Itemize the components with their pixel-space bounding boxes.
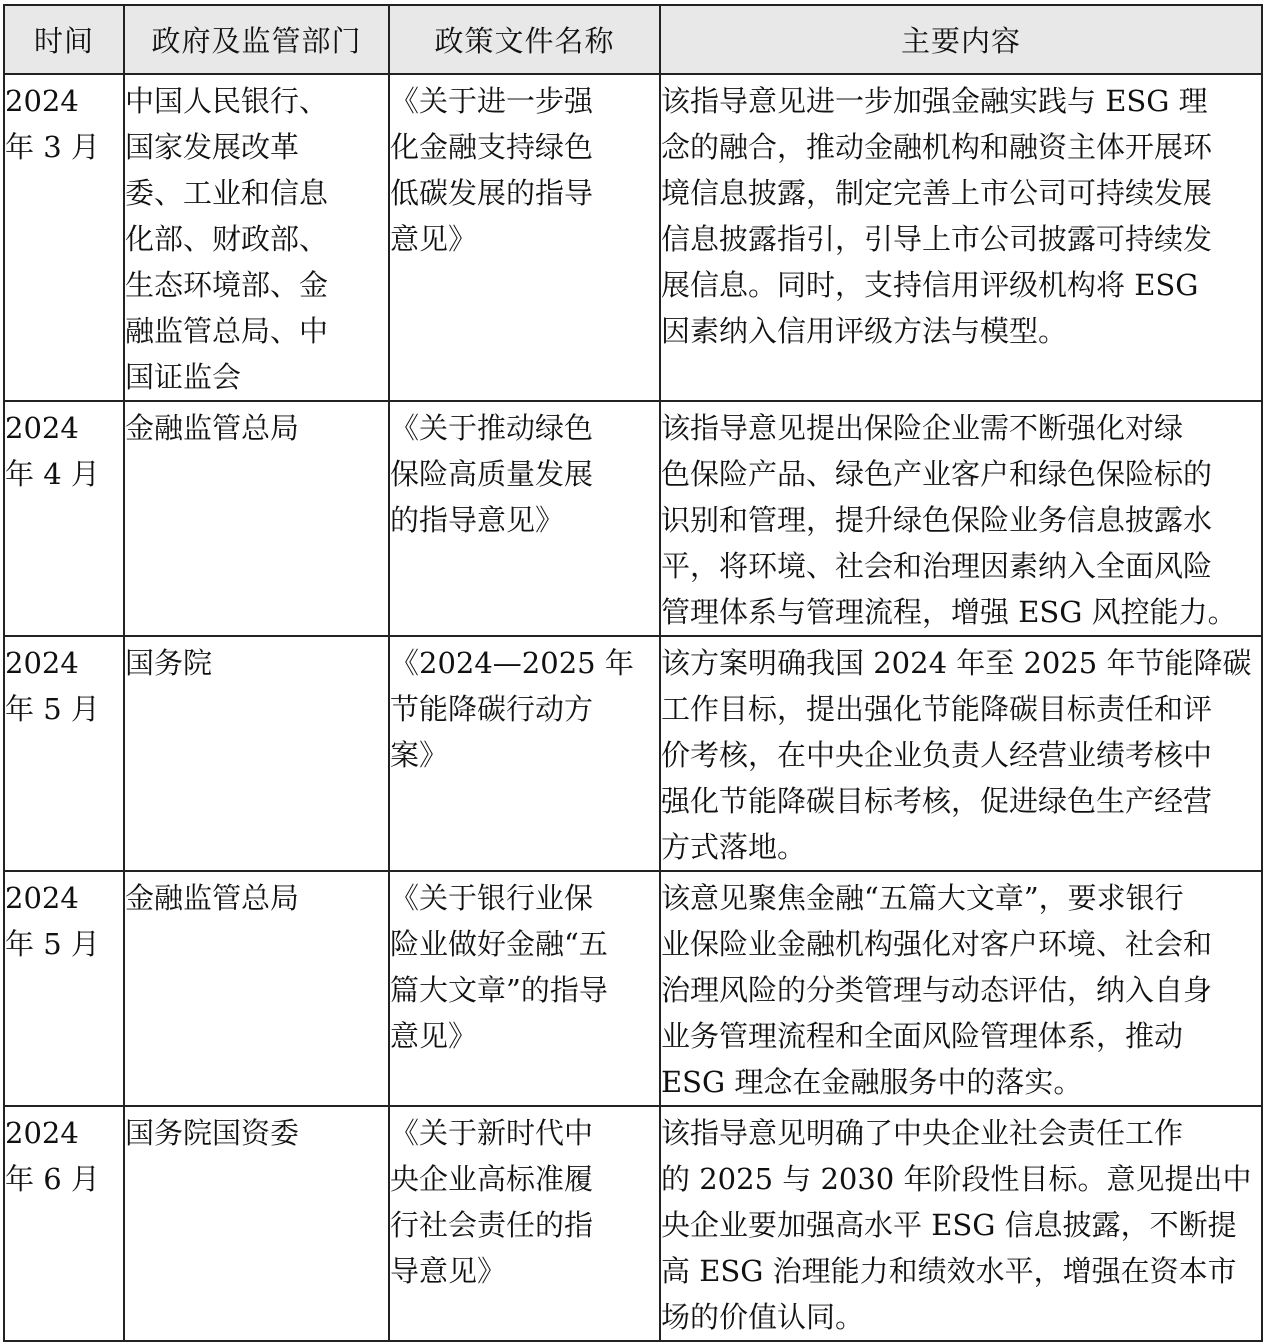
cell-line: 的指导意见》	[390, 503, 565, 537]
cell-line: 平，将环境、社会和治理因素纳入全面风险	[661, 549, 1213, 583]
cell-line: 险业做好金融“五	[390, 927, 608, 961]
cell-line: 高 ESG 治理能力和绩效水平，增强在资本市	[661, 1254, 1237, 1288]
content-cell	[660, 1106, 1262, 1341]
cell-line: 色保险产品、绿色产业客户和绿色保险标的	[661, 457, 1213, 491]
cell-line: 金融监管总局	[125, 411, 300, 445]
cell-line: 该指导意见提出保险企业需不断强化对绿	[661, 411, 1184, 445]
time-cell	[4, 871, 124, 1106]
policy-name-cell	[389, 871, 660, 1106]
cell-line: 因素纳入信用评级方法与模型。	[661, 314, 1068, 348]
table-row	[4, 401, 1262, 636]
time-cell	[4, 636, 124, 871]
cell-line: 业保险业金融机构强化对客户环境、社会和	[661, 927, 1213, 961]
table-row	[4, 74, 1262, 401]
policy-name-cell	[389, 401, 660, 636]
cell-line: 识别和管理，提升绿色保险业务信息披露水	[661, 503, 1213, 537]
cell-line: 低碳发展的指导	[390, 176, 594, 210]
cell-line: 意见》	[390, 1019, 478, 1053]
cell-line: 业务管理流程和全面风险管理体系，推动	[661, 1019, 1184, 1053]
cell-line: 案》	[390, 738, 449, 772]
policy-name-cell	[389, 636, 660, 871]
cell-line: 方式落地。	[661, 830, 807, 864]
cell-line: 节能降碳行动方	[390, 692, 594, 726]
table-row	[4, 1106, 1262, 1341]
policy-name-cell	[389, 1106, 660, 1341]
cell-line: 国务院国资委	[125, 1116, 300, 1150]
cell-line: ESG 理念在金融服务中的落实。	[661, 1065, 1083, 1099]
cell-line: 境信息披露，制定完善上市公司可持续发展	[661, 176, 1213, 210]
cell-line: 保险高质量发展	[390, 457, 594, 491]
cell-line: 融监管总局、中	[125, 314, 329, 348]
header-policy: 政策文件名称	[389, 5, 660, 74]
cell-line: 展信息。同时，支持信用评级机构将 ESG	[661, 268, 1199, 302]
cell-line: 信息披露指引，引导上市公司披露可持续发	[661, 222, 1213, 256]
content-cell	[660, 74, 1262, 401]
cell-line: 央企业高标准履	[390, 1162, 594, 1196]
cell-line: 的 2025 与 2030 年阶段性目标。意见提出中	[661, 1162, 1252, 1196]
cell-line: 《2024—2025 年	[390, 646, 634, 680]
cell-line: 行社会责任的指	[390, 1208, 594, 1242]
content-cell	[660, 871, 1262, 1106]
cell-line: 《关于银行业保	[390, 881, 594, 915]
cell-line: 强化节能降碳目标考核，促进绿色生产经营	[661, 784, 1213, 818]
table-body	[4, 74, 1262, 1341]
content-cell	[660, 636, 1262, 871]
policy-name-cell	[389, 74, 660, 401]
cell-line: 化部、财政部、	[125, 222, 329, 256]
cell-line: 央企业要加强高水平 ESG 信息披露，不断提	[661, 1208, 1237, 1242]
cell-line: 国家发展改革	[125, 130, 300, 164]
cell-line: 2024	[5, 84, 79, 118]
header-department: 政府及监管部门	[124, 5, 389, 74]
cell-line: 年 5 月	[5, 927, 100, 961]
content-cell	[660, 401, 1262, 636]
cell-line: 年 3 月	[5, 130, 100, 164]
cell-line: 篇大文章”的指导	[390, 973, 608, 1007]
cell-line: 2024	[5, 1116, 79, 1150]
cell-line: 《关于进一步强	[390, 84, 594, 118]
department-cell	[124, 401, 389, 636]
cell-line: 工作目标，提出强化节能降碳目标责任和评	[661, 692, 1213, 726]
cell-line: 国证监会	[125, 360, 242, 394]
cell-line: 意见》	[390, 222, 478, 256]
header-time: 时间	[4, 5, 124, 74]
cell-line: 价考核，在中央企业负责人经营业绩考核中	[661, 738, 1213, 772]
table-row	[4, 871, 1262, 1106]
cell-line: 《关于新时代中	[390, 1116, 594, 1150]
time-cell	[4, 1106, 124, 1341]
cell-line: 年 5 月	[5, 692, 100, 726]
policy-table	[3, 4, 1263, 1342]
department-cell	[124, 636, 389, 871]
cell-line: 《关于推动绿色	[390, 411, 594, 445]
cell-line: 该指导意见进一步加强金融实践与 ESG 理	[661, 84, 1208, 118]
cell-line: 国务院	[125, 646, 213, 680]
cell-line: 导意见》	[390, 1254, 507, 1288]
cell-line: 生态环境部、金	[125, 268, 329, 302]
header-row	[4, 5, 1262, 74]
department-cell	[124, 871, 389, 1106]
time-cell	[4, 74, 124, 401]
department-cell	[124, 74, 389, 401]
cell-line: 该方案明确我国 2024 年至 2025 年节能降碳	[661, 646, 1252, 680]
cell-line: 中国人民银行、	[125, 84, 329, 118]
cell-line: 年 6 月	[5, 1162, 100, 1196]
cell-line: 年 4 月	[5, 457, 100, 491]
header-content: 主要内容	[660, 5, 1262, 74]
table-row	[4, 636, 1262, 871]
cell-line: 该指导意见明确了中央企业社会责任工作	[661, 1116, 1184, 1150]
cell-line: 管理体系与管理流程，增强 ESG 风控能力。	[661, 595, 1237, 629]
time-cell	[4, 401, 124, 636]
cell-line: 2024	[5, 881, 79, 915]
cell-line: 场的价值认同。	[661, 1300, 865, 1334]
cell-line: 该意见聚焦金融“五篇大文章”，要求银行	[661, 881, 1184, 915]
cell-line: 治理风险的分类管理与动态评估，纳入自身	[661, 973, 1213, 1007]
cell-line: 金融监管总局	[125, 881, 300, 915]
department-cell	[124, 1106, 389, 1341]
cell-line: 念的融合，推动金融机构和融资主体开展环	[661, 130, 1213, 164]
cell-line: 委、工业和信息	[125, 176, 329, 210]
cell-line: 2024	[5, 411, 79, 445]
cell-line: 化金融支持绿色	[390, 130, 594, 164]
cell-line: 2024	[5, 646, 79, 680]
